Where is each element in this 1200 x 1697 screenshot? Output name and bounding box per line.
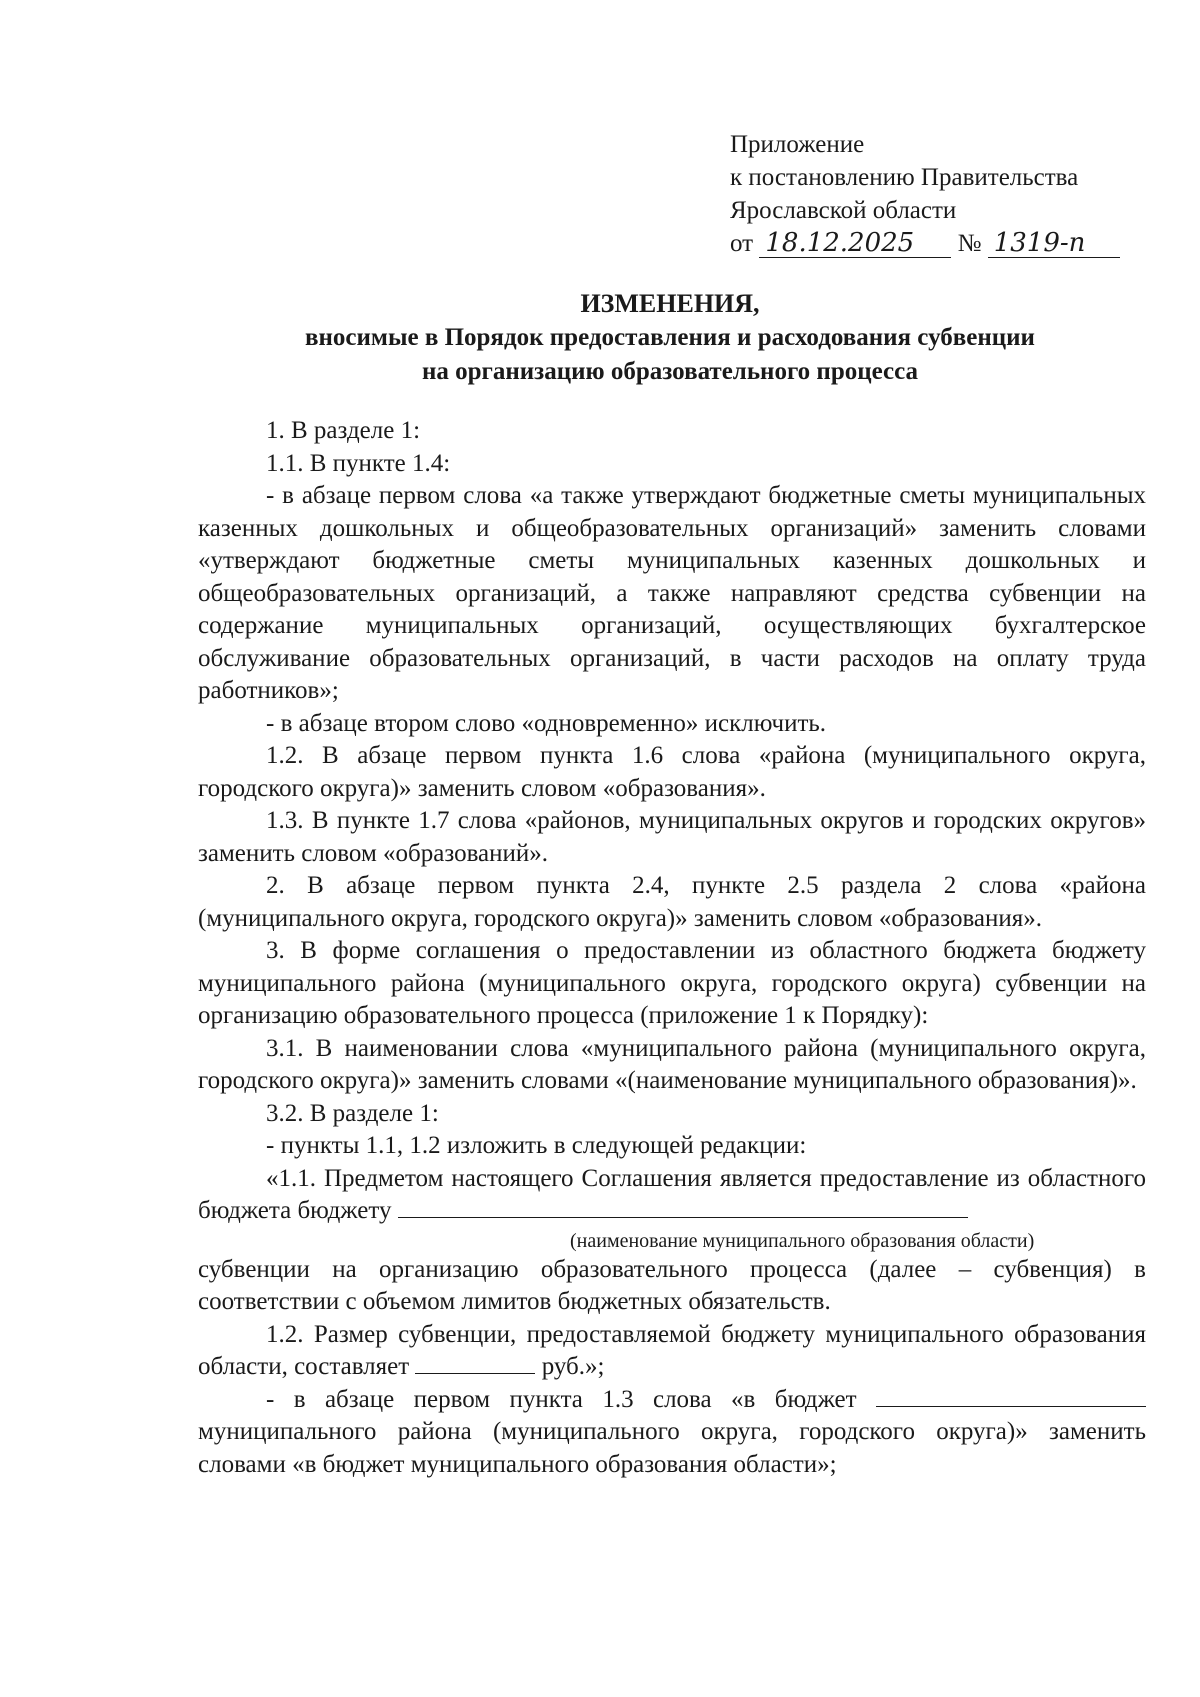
handwritten-number: 1319-п: [988, 229, 1120, 258]
appendix-line-1: Приложение: [730, 131, 865, 158]
paragraph-15-text: - в абзаце первом пункта 1.3 слова «в бюджет: [266, 1385, 857, 1413]
fill-blank-amount: [415, 1351, 535, 1374]
date-prefix: от: [730, 230, 754, 257]
paragraph-1: 1. В разделе 1:: [266, 417, 421, 444]
paragraph-15: [198, 1384, 1146, 1482]
paragraph-13: субвенции на организацию образовательного процесса (далее – субвенция) в соответствии с объемом лимитов бюджетных обязательств.: [198, 1255, 1146, 1315]
paragraph-12: [198, 1163, 1146, 1228]
fill-blank-budget: [876, 1384, 1146, 1407]
paragraph-8: 3. В форме соглашения о предоставлении из областного бюджета бюджету муниципального района (муниципального округа, городского округа) субвенции на организацию образовательного процесса (приложение 1 к Порядку):: [198, 937, 1146, 1029]
paragraph-14-text: 1.2. Размер субвенции, предоставляемой бюджету муниципального образования области, составляет: [198, 1320, 1146, 1380]
paragraph-14: [198, 1319, 1146, 1384]
paragraph-7: 2. В абзаце первом пункта 2.4, пункте 2.5 раздела 2 слова «района (муниципального округа, городского округа)» заменить словом «образования».: [198, 872, 1146, 932]
paragraph-10: 3.2. В разделе 1:: [266, 1099, 439, 1127]
paragraph-4: - в абзаце втором слово «одновременно» исключить.: [266, 709, 827, 737]
number-prefix: №: [957, 230, 982, 257]
title-sub-1: вносимые в Порядок предоставления и расходования субвенции: [305, 324, 1035, 351]
paragraph-9: 3.1. В наименовании слова «муниципального района (муниципального округа, городского округа)» заменить словами «(наименование муниципального образования)».: [198, 1034, 1146, 1094]
document-title: [195, 287, 1145, 389]
paragraph-2: 1.1. В пункте 1.4:: [266, 449, 451, 477]
title-main: ИЗМЕНЕНИЯ,: [580, 289, 760, 318]
paragraph-6: 1.3. В пункте 1.7 слова «районов, муниципальных округов и городских округов» заменить словом «образований».: [198, 807, 1146, 867]
appendix-date-line: [730, 227, 1150, 260]
paragraph-15-rest: муниципального района (муниципального округа, городского округа)» заменить словами «в бюджет муниципального образования области»;: [198, 1418, 1146, 1478]
blank-caption: (наименование муниципального образования области): [570, 1229, 1035, 1252]
appendix-line-3: Ярославской области: [730, 197, 957, 224]
handwritten-date: 18.12.2025: [759, 229, 951, 258]
appendix-line-2: к постановлению Правительства: [730, 164, 1079, 191]
paragraph-12-text: «1.1. Предметом настоящего Соглашения является предоставление из областного бюджета бюджету: [198, 1164, 1146, 1224]
paragraph-5: 1.2. В абзаце первом пункта 1.6 слова «района (муниципального округа, городского округа)» заменить словом «образования».: [198, 742, 1146, 802]
paragraph-14-suffix: руб.»;: [541, 1353, 605, 1380]
fill-blank-municipality: [398, 1195, 968, 1218]
paragraph-11: - пункты 1.1, 1.2 изложить в следующей редакции:: [266, 1132, 807, 1159]
appendix-header: [730, 128, 1150, 260]
document-body: [198, 415, 1146, 1481]
paragraph-3: - в абзаце первом слова «а также утверждают бюджетные сметы муниципальных казенных дошкольных и общеобразовательных организаций» заменить словами «утверждают бюджетные сметы муниципальных казенных дошкольных и общеобразовательных организаций, а также направляют средства субвенции на содержание муниципальных организаций, осуществляющих бухгалтерское обслуживание образовательных организаций, в части расходов на оплату труда работников»;: [198, 482, 1146, 704]
title-sub-2: на организацию образовательного процесса: [421, 358, 919, 385]
